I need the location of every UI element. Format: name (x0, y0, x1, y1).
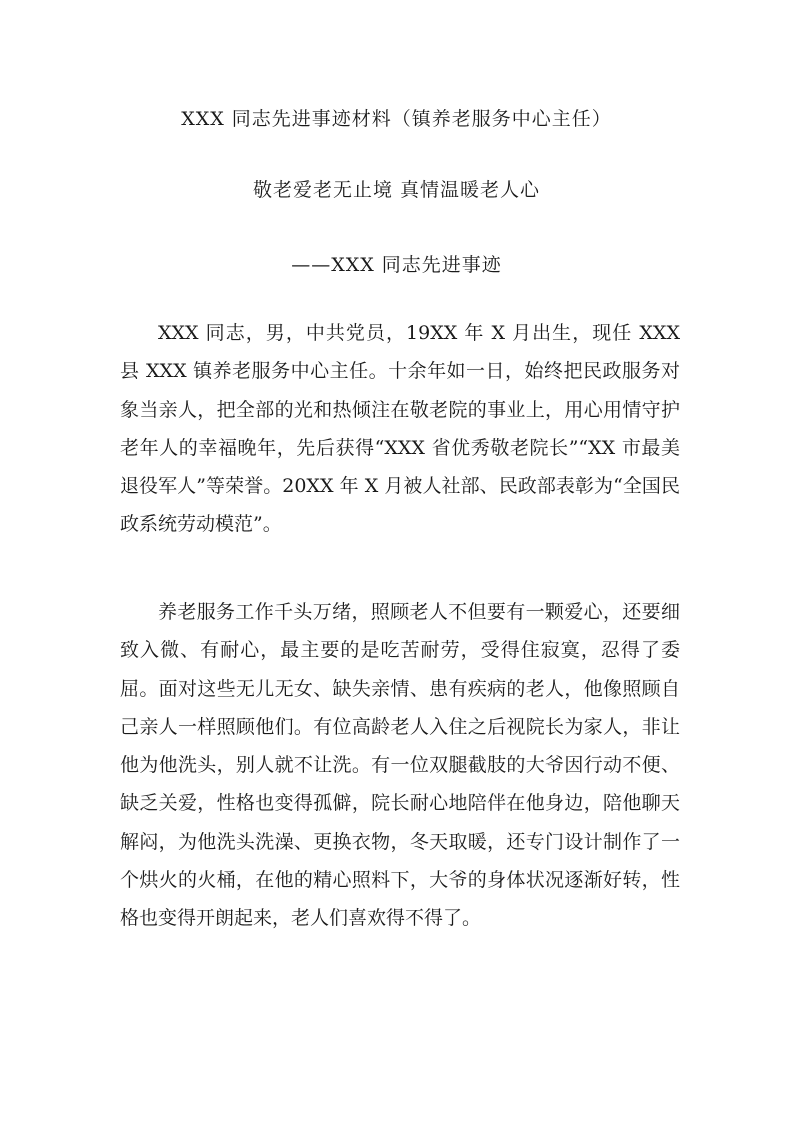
body-paragraph-2: 养老服务工作千头万绪，照顾老人不但要有一颗爱心，还要细致入微、有耐心，最主要的是吃苦耐劳，受得住寂寞，忍得了委屈。面对这些无儿无女、缺失亲情、患有疾病的老人，他像照顾自己亲人一样照顾他们。有位高龄老人入住之后视院长为家人，非让他为他洗头，别人就不让洗。有一位双腿截肢的大爷因行动不便、缺乏关爱，性格也变得孤僻，院长耐心地陪伴在他身边，陪他聊天解闷，为他洗头洗澡、更换衣物，冬天取暖，还专门设计制作了一个烘火的火桶，在他的精心照料下，大爷的身体状况逐渐好转，性格也变得开朗起来，老人们喜欢得不得了。 (120, 601, 680, 930)
document-title: XXX 同志先进事迹材料（镇养老服务中心主任） (181, 108, 612, 130)
document-byline: ——XXX 同志先进事迹 (291, 254, 502, 276)
document-subtitle: 敬老爱老无止境 真情温暖老人心 (252, 179, 541, 201)
body-paragraph-1: XXX 同志，男，中共党员，19XX 年 X 月出生，现任 XXX 县 XXX 镇养老服务中心主任。十余年如一日，始终把民政服务对象当亲人，把全部的光和热倾注在敬老院的事业上，用心用情守护老年人的幸福晚年，先后获得“XXX 省优秀敬老院长”“XX 市最美退役军人”等荣誉。20XX 年 X 月被人社部、民政部表彰为“全国民政系统劳动模范”。 (120, 322, 680, 536)
